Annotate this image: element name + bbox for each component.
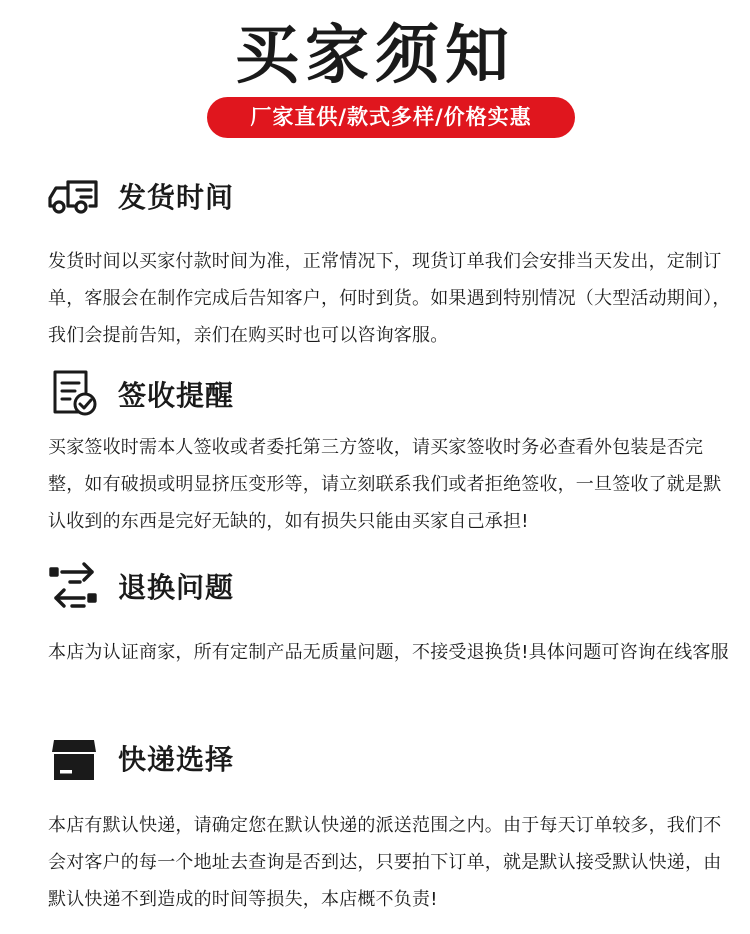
section-heading: 退换问题 [118, 571, 235, 604]
section-heading: 签收提醒 [118, 379, 235, 412]
page-title: 买家须知 [235, 19, 515, 93]
section-body-returns: 本店为认证商家，所有定制产品无质量问题，不接受退换货!具体问题可咨询在线客服 [48, 642, 729, 663]
section-heading: 快递选择 [118, 743, 235, 776]
section-heading: 发货时间 [118, 181, 235, 214]
section-header-receipt-reminder [48, 366, 234, 422]
delivery-truck-icon [48, 170, 100, 222]
exchange-arrows-icon [48, 560, 100, 612]
section-header-returns [48, 558, 234, 614]
checked-document-icon [48, 368, 100, 420]
slogan-banner: 厂家直供/款式多样/价格实惠 [207, 97, 575, 138]
section-body-receipt-reminder: 买家签收时需本人签收或者委托第三方签收，请买家签收时务必查看外包装是否完整，如有破损或明显挤压变形等，请立刻联系我们或者拒绝签收，一旦签收了就是默认收到的东西是完好无缺的，如有损失只能由买家自己承担! [48, 437, 722, 532]
section-header-shipping-time [48, 168, 234, 224]
section-header-courier [48, 730, 234, 786]
section-body-courier: 本店有默认快递，请确定您在默认快递的派送范围之内。由于每天订单较多，我们不会对客户的每一个地址去查询是否到达，只要拍下订单，就是默认接受默认快递，由默认快递不到造成的时间等损失，本店概不负责! [48, 815, 722, 910]
section-body-shipping-time: 发货时间以买家付款时间为准，正常情况下，现货订单我们会安排当天发出，定制订单，客服会在制作完成后告知客户，何时到货。如果遇到特别情况（大型活动期间），我们会提前告知，亲们在购买时也可以咨询客服。 [48, 251, 731, 346]
package-box-icon [48, 732, 100, 784]
